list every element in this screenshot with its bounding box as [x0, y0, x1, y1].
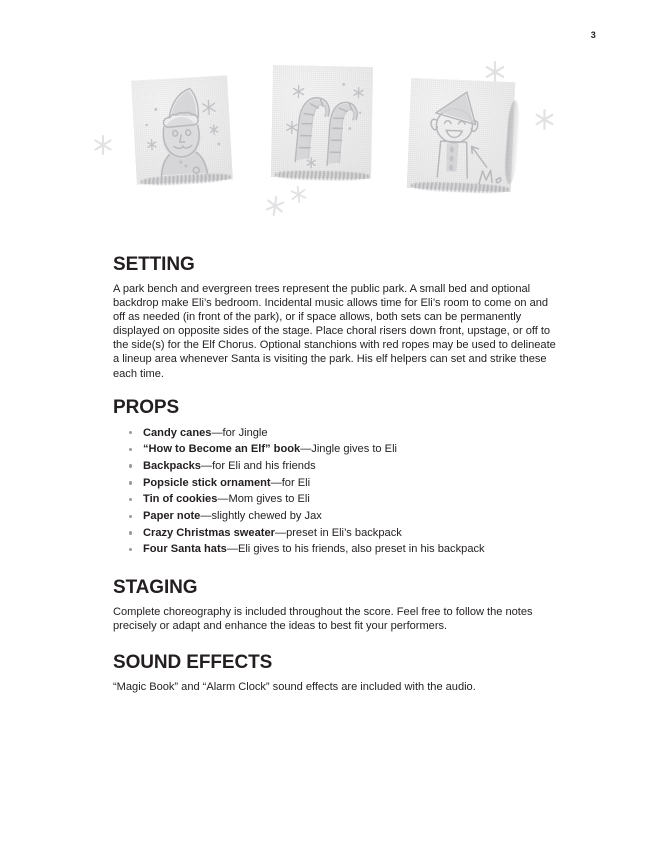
list-item	[129, 475, 561, 492]
heading-sound-effects: SOUND EFFECTS	[113, 652, 273, 674]
document-body	[113, 255, 561, 694]
bullet-icon	[129, 481, 132, 484]
page-number: 3	[590, 30, 596, 40]
candy-canes-sketch-icon	[271, 65, 373, 179]
heading-staging: STAGING	[113, 577, 198, 599]
elf-drawing	[407, 78, 516, 192]
paper-bottom-edge	[275, 170, 369, 181]
list-item	[129, 525, 561, 542]
prop-name: Backpacks	[143, 459, 201, 472]
bullet-icon	[129, 515, 132, 518]
prop-description: —Eli gives to his friends, also preset in his backpack	[226, 543, 485, 556]
section-staging	[113, 578, 561, 633]
heading-setting: SETTING	[113, 254, 195, 275]
prop-name: Popsicle stick ornament	[143, 476, 271, 489]
bullet-icon	[129, 431, 132, 434]
elf-sketch-icon	[407, 78, 516, 192]
prop-description: —for Eli and his friends	[200, 459, 316, 472]
setting-paragraph: A park bench and evergreen trees represent the public park. A small bed and optional backdrop make Eli’s bedroom. Incidental music allows time for Eli’s room to come on and off as needed (in front of the park), or if space allows, both sets can be permanently displayed on opposite sides of the stage. Place choral risers down front, upstage, or off to the side(s) for the Elf Chorus. Optional stanchions with red ropes may be used to delineate a lineup area whenever Santa is visiting the park. His elf helpers can set and strike these each time.	[113, 282, 556, 380]
bullet-icon	[129, 498, 132, 501]
section-setting	[113, 255, 561, 381]
bullet-icon	[129, 531, 132, 534]
sparkle-icon	[533, 108, 556, 131]
prop-name: Four Santa hats	[143, 543, 227, 556]
prop-name: Candy canes	[143, 426, 212, 439]
prop-name: Paper note	[143, 510, 201, 523]
bullet-icon	[129, 448, 132, 451]
illustration-band	[0, 52, 648, 232]
list-item	[129, 441, 561, 458]
santa-drawing	[131, 75, 233, 184]
section-props	[113, 398, 561, 559]
props-list	[113, 425, 561, 559]
bullet-icon	[129, 548, 132, 551]
list-item	[129, 458, 561, 475]
sparkle-icon	[92, 134, 114, 156]
prop-name: “How to Become an Elf” book	[143, 443, 301, 456]
prop-description: —preset in Eli’s backpack	[274, 526, 402, 539]
list-item	[129, 491, 561, 508]
prop-description: —for Eli	[270, 476, 311, 489]
sparkle-icon	[263, 194, 288, 219]
list-item	[129, 541, 561, 558]
prop-name: Tin of cookies	[143, 493, 218, 506]
prop-description: —Mom gives to Eli	[217, 493, 310, 506]
staging-paragraph: Complete choreography is included throughout the score. Feel free to follow the notes precisely or adapt and enhance the ideas to best fit your performers.	[113, 606, 533, 633]
section-sound-effects	[113, 653, 561, 694]
prop-description: —slightly chewed by Jax	[200, 510, 322, 523]
prop-description: —Jingle gives to Eli	[300, 443, 397, 456]
prop-name: Crazy Christmas sweater	[143, 526, 275, 539]
prop-description: —for Jingle	[211, 426, 268, 439]
bullet-icon	[129, 464, 132, 467]
sparkle-icon	[288, 184, 309, 205]
sound-effects-paragraph: “Magic Book” and “Alarm Clock” sound effects are included with the audio.	[113, 681, 476, 694]
list-item	[129, 508, 561, 525]
santa-sketch-icon	[131, 75, 233, 184]
heading-props: PROPS	[113, 396, 180, 418]
list-item	[129, 425, 561, 442]
candy-canes-drawing	[271, 65, 373, 179]
